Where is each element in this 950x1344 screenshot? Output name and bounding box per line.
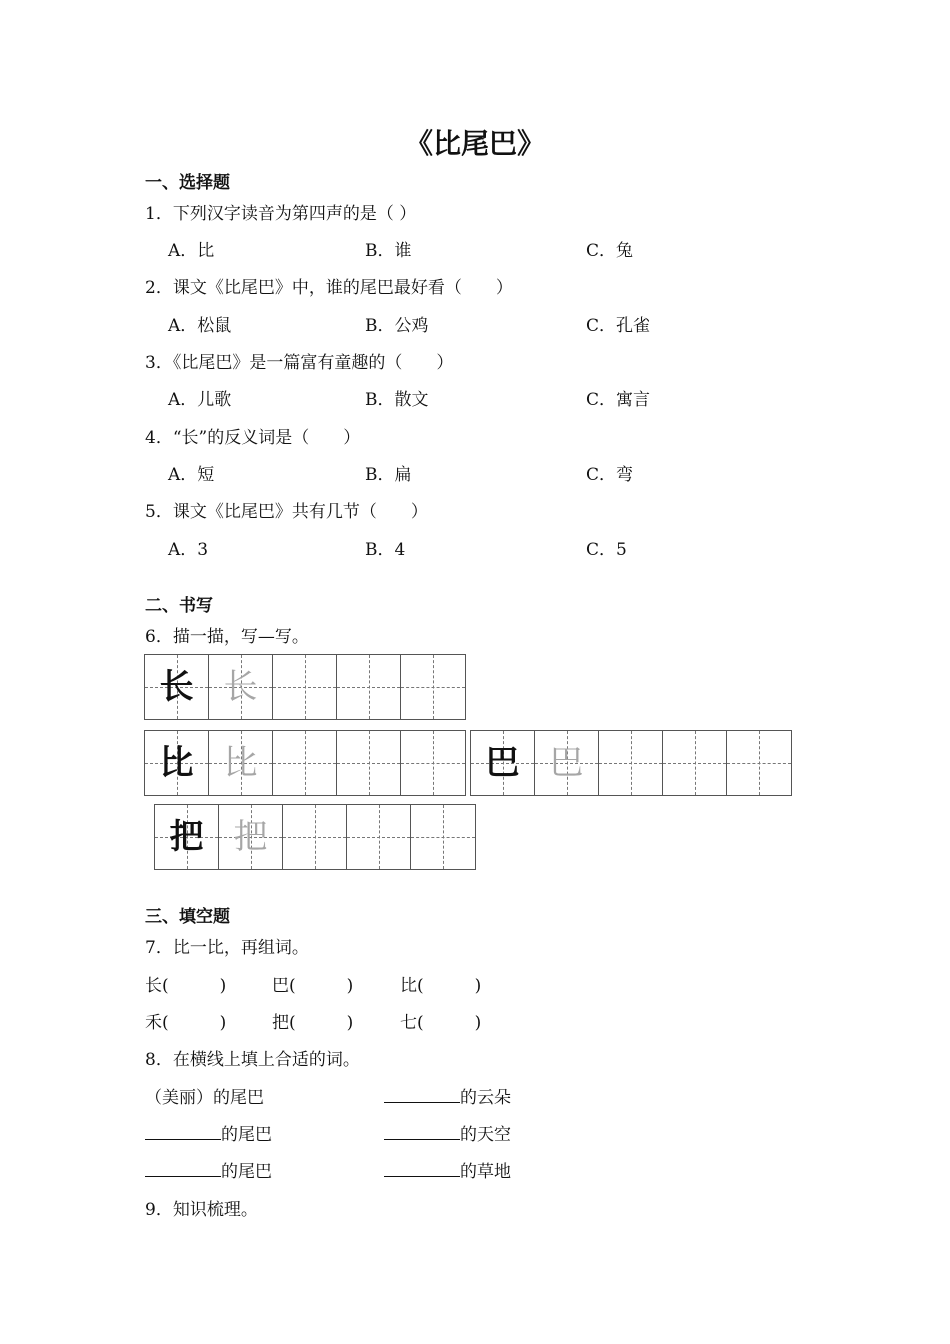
question-2: 2．课文《比尾巴》中，谁的尾巴最好看（ ） bbox=[145, 278, 513, 298]
section-heading-choice: 一、选择题 bbox=[145, 173, 230, 193]
question-8: 8．在横线上填上合适的词。 bbox=[145, 1050, 360, 1070]
page-title: 《比尾巴》 bbox=[404, 127, 545, 160]
writing-grid-bi bbox=[144, 730, 466, 796]
grid-cell-blank[interactable] bbox=[283, 805, 347, 869]
grid-cell-model bbox=[145, 655, 209, 719]
q2-option-c: C．孔雀 bbox=[586, 316, 651, 336]
q3-option-a: A．儿歌 bbox=[168, 390, 232, 410]
q4-option-c: C．弯 bbox=[586, 465, 634, 485]
q8-item-clouds bbox=[384, 1083, 511, 1108]
answer-blank[interactable] bbox=[145, 1122, 221, 1140]
q8-item-tail-1 bbox=[145, 1120, 272, 1145]
answer-blank[interactable] bbox=[384, 1085, 460, 1103]
answer-blank[interactable] bbox=[384, 1122, 460, 1140]
grid-cell-blank[interactable] bbox=[337, 655, 401, 719]
grid-cell-model bbox=[471, 731, 535, 795]
q7-word-5: 把( ) bbox=[272, 1013, 354, 1033]
q8-suffix: 的尾巴 bbox=[221, 1162, 272, 1182]
q1-option-a: A．比 bbox=[168, 241, 215, 261]
grid-cell-trace bbox=[535, 731, 599, 795]
question-5: 5．课文《比尾巴》共有几节（ ） bbox=[145, 502, 428, 522]
trace-character: 比 bbox=[223, 743, 258, 783]
grid-cell-blank[interactable] bbox=[599, 731, 663, 795]
grid-cell-blank[interactable] bbox=[411, 805, 475, 869]
grid-cell-model bbox=[145, 731, 209, 795]
grid-cell-blank[interactable] bbox=[727, 731, 791, 795]
q4-option-a: A．短 bbox=[168, 465, 215, 485]
question-3: 3．《比尾巴》是一篇富有童趣的（ ） bbox=[145, 353, 454, 373]
writing-grid-chang bbox=[144, 654, 466, 720]
section-heading-writing: 二、书写 bbox=[145, 596, 213, 616]
q3-option-c: C．寓言 bbox=[586, 390, 651, 410]
q5-option-b: B．4 bbox=[365, 540, 406, 560]
q2-option-b: B．公鸡 bbox=[365, 316, 429, 336]
q8-example: （美丽）的尾巴 bbox=[145, 1088, 264, 1108]
model-character: 把 bbox=[169, 817, 204, 857]
q7-word-1: 长( ) bbox=[145, 976, 227, 996]
grid-cell-blank[interactable] bbox=[663, 731, 727, 795]
q8-suffix: 的云朵 bbox=[460, 1088, 511, 1108]
question-6: 6．描一描，写—写。 bbox=[145, 627, 309, 647]
q8-suffix: 的草地 bbox=[460, 1162, 511, 1182]
question-9: 9．知识梳理。 bbox=[145, 1200, 258, 1220]
writing-grid-ba bbox=[470, 730, 792, 796]
grid-cell-blank[interactable] bbox=[273, 731, 337, 795]
trace-character: 把 bbox=[233, 817, 268, 857]
q5-option-a: A．3 bbox=[168, 540, 209, 560]
question-4: 4．“长”的反义词是（ ） bbox=[145, 428, 361, 448]
q7-word-4: 禾( ) bbox=[145, 1013, 227, 1033]
q8-item-grass bbox=[384, 1157, 511, 1182]
grid-cell-trace bbox=[209, 655, 273, 719]
q8-item-sky bbox=[384, 1120, 511, 1145]
section-heading-fill: 三、填空题 bbox=[145, 907, 230, 927]
model-character: 比 bbox=[159, 743, 194, 783]
q1-option-c: C．兔 bbox=[586, 241, 634, 261]
answer-blank[interactable] bbox=[145, 1159, 221, 1177]
grid-cell-blank[interactable] bbox=[347, 805, 411, 869]
grid-cell-trace bbox=[219, 805, 283, 869]
question-1: 1．下列汉字读音为第四声的是（ ） bbox=[145, 204, 417, 224]
model-character: 巴 bbox=[485, 743, 520, 783]
answer-blank[interactable] bbox=[384, 1159, 460, 1177]
q8-suffix: 的天空 bbox=[460, 1125, 511, 1145]
q7-word-6: 七( ) bbox=[400, 1013, 482, 1033]
grid-cell-blank[interactable] bbox=[337, 731, 401, 795]
q5-option-c: C．5 bbox=[586, 540, 627, 560]
trace-character: 巴 bbox=[549, 743, 584, 783]
q4-option-b: B．扁 bbox=[365, 465, 412, 485]
grid-cell-blank[interactable] bbox=[401, 731, 465, 795]
writing-grid-ba2 bbox=[154, 804, 476, 870]
q1-option-b: B．谁 bbox=[365, 241, 412, 261]
grid-cell-model bbox=[155, 805, 219, 869]
q3-option-b: B．散文 bbox=[365, 390, 429, 410]
q8-item-tail-2 bbox=[145, 1157, 272, 1182]
grid-cell-blank[interactable] bbox=[273, 655, 337, 719]
trace-character: 长 bbox=[223, 667, 258, 707]
q7-word-2: 巴( ) bbox=[272, 976, 354, 996]
grid-cell-blank[interactable] bbox=[401, 655, 465, 719]
question-7: 7．比一比，再组词。 bbox=[145, 938, 309, 958]
q7-word-3: 比( ) bbox=[400, 976, 482, 996]
q8-suffix: 的尾巴 bbox=[221, 1125, 272, 1145]
grid-cell-trace bbox=[209, 731, 273, 795]
model-character: 长 bbox=[159, 667, 194, 707]
q2-option-a: A．松鼠 bbox=[168, 316, 232, 336]
